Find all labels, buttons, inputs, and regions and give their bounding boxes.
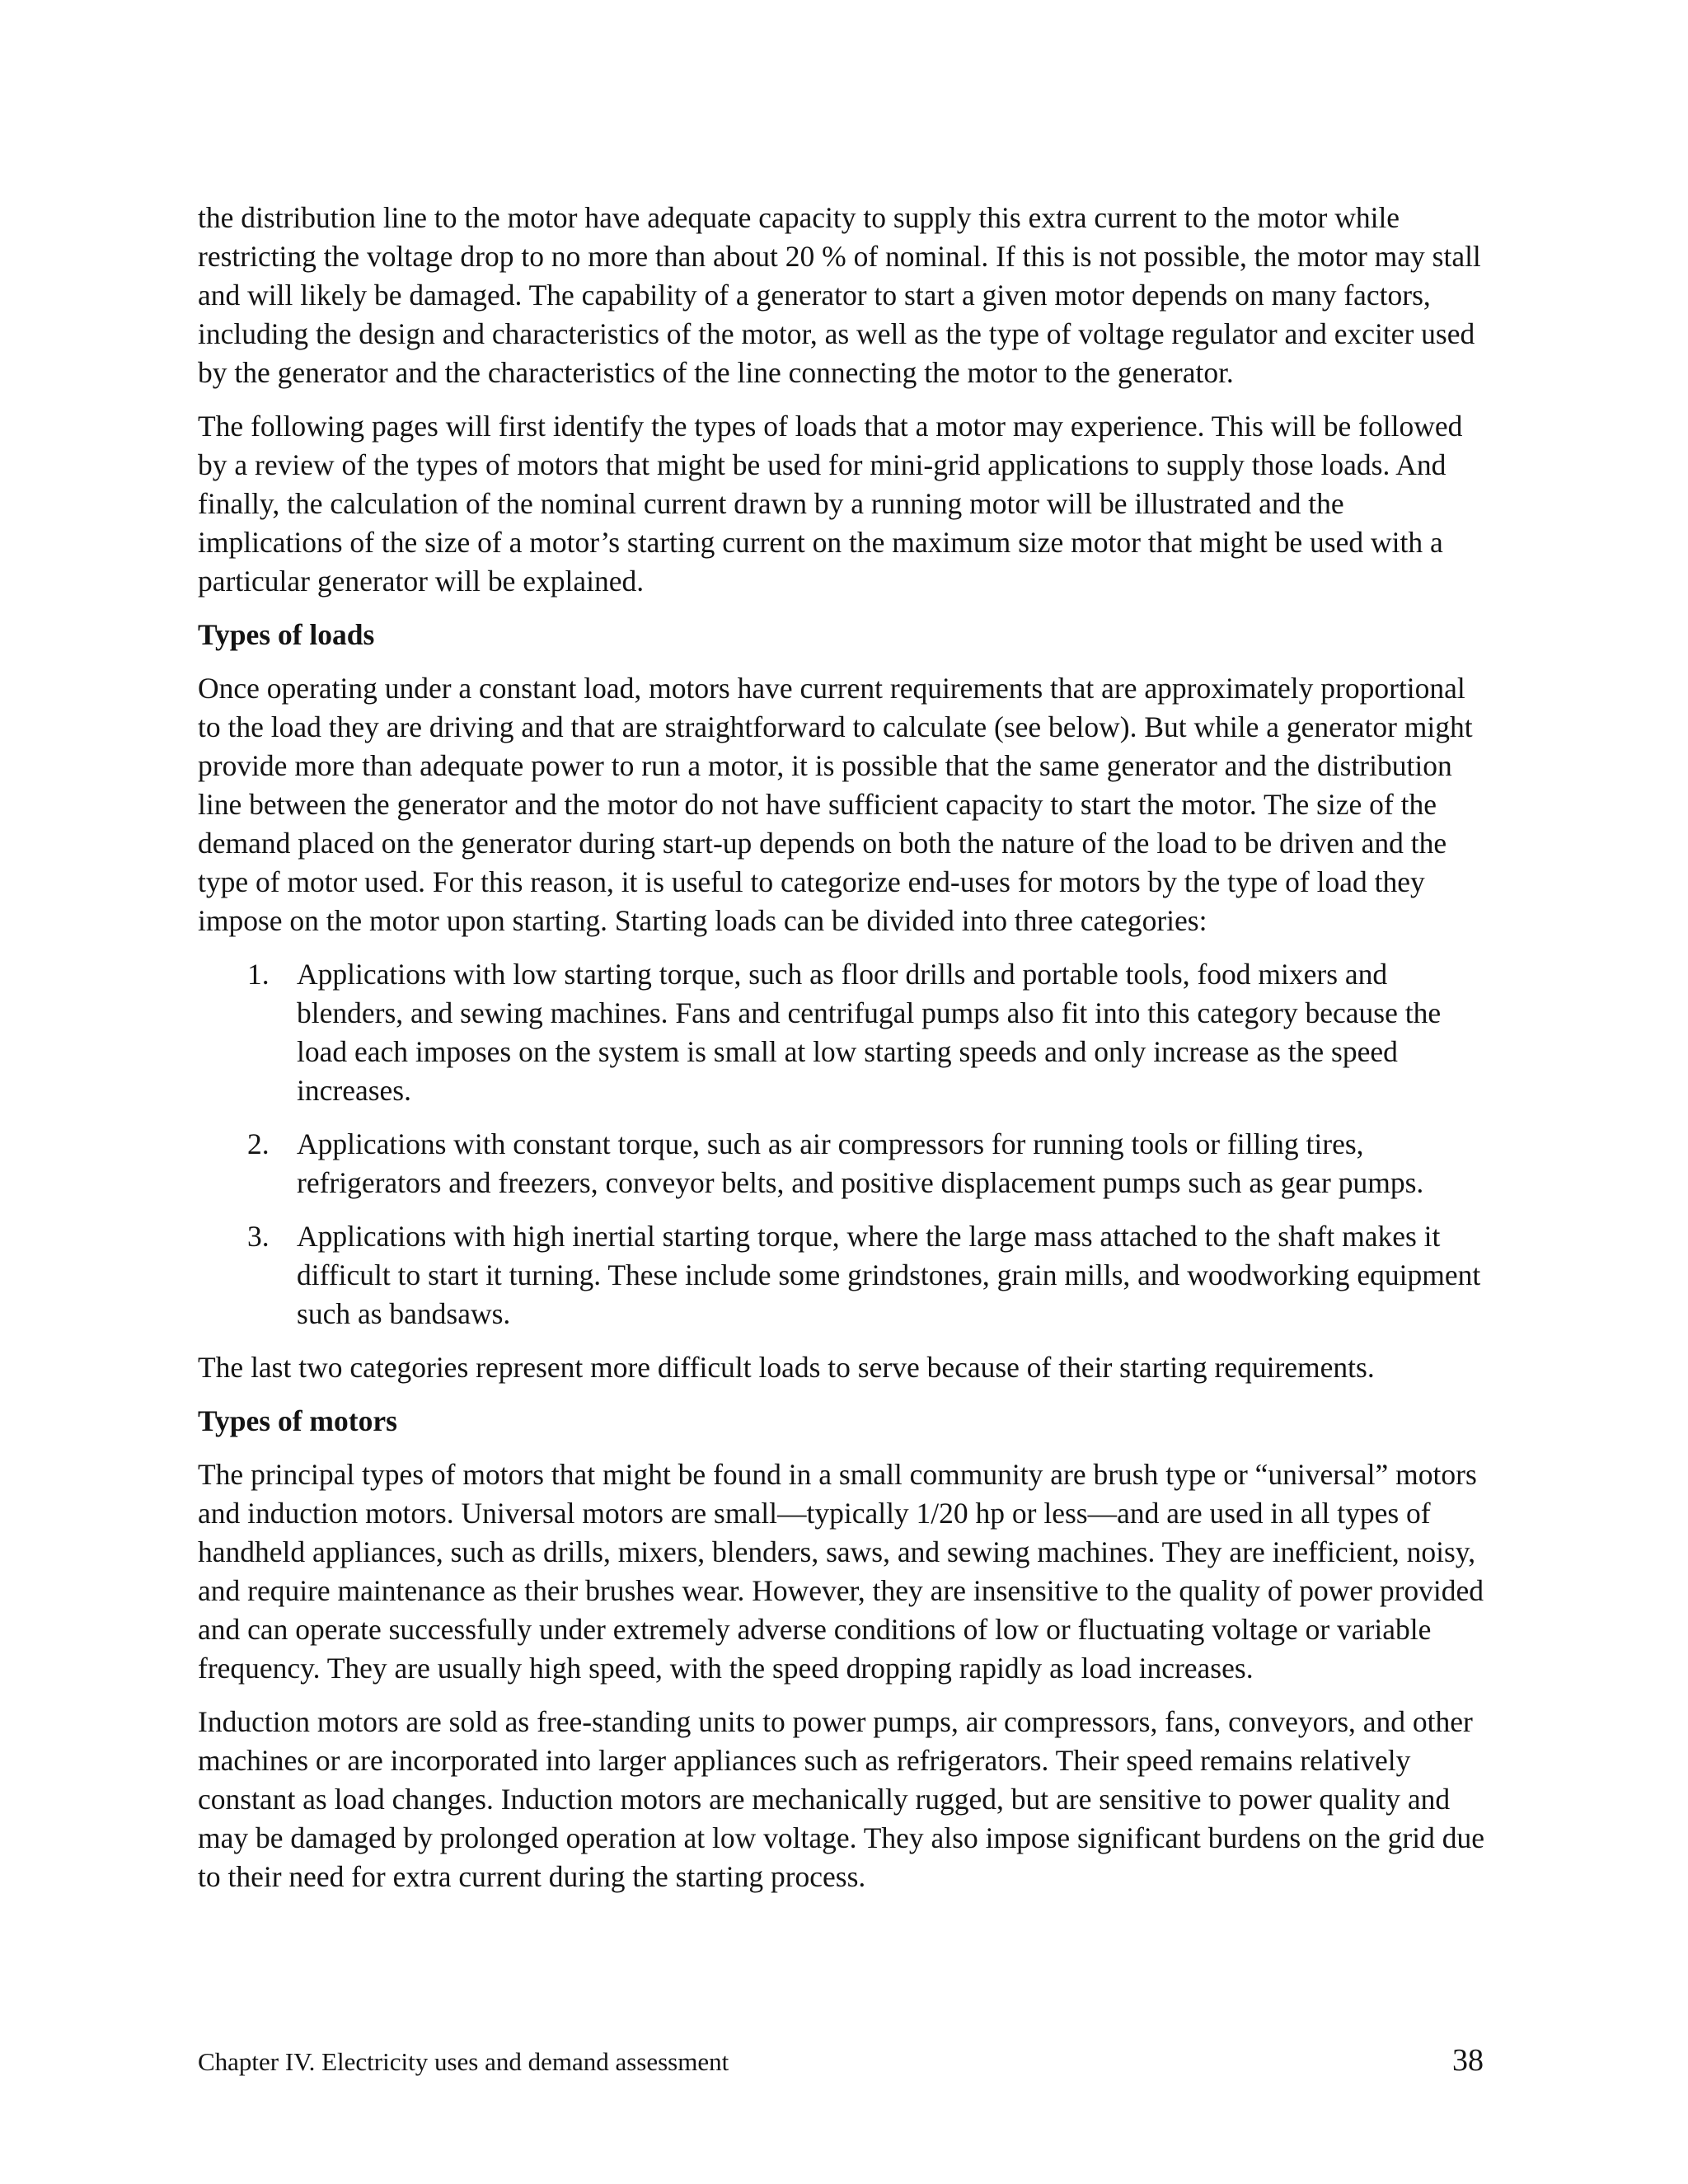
body-text: [198, 199, 1492, 1911]
paragraph-operating-loads: Once operating under a constant load, motors have current requirements that are approximately proportional to the load they are driving and that are straightforward to calculate (see below). But while a generator might provide more than adequate power to run a motor, it is possible that the same generator and the distribution line between the generator and the motor do not have sufficient capacity to start the motor. The size of the demand placed on the generator during start-up depends on both the nature of the load to be driven and the type of motor used. For this reason, it is useful to categorize end-uses for motors by the type of load they impose on the motor upon starting. Starting loads can be divided into three categories:: [198, 672, 1473, 937]
heading-types-of-motors: Types of motors: [198, 1404, 397, 1437]
list-item-text: Applications with high inertial starting torque, where the large mass attached to the shaft makes it difficult to start it turning. These include some grindstones, grain mills, and woodworking equipment such as bandsaws.: [297, 1220, 1481, 1330]
list-item: [198, 1125, 1492, 1202]
list-item-text: Applications with constant torque, such as air compressors for running tools or filling tires, refrigerators and freezers, conveyor belts, and positive displacement pumps such as gear pumps.: [297, 1127, 1424, 1199]
paragraph-difficult-loads: The last two categories represent more difficult loads to serve because of their starting requirements.: [198, 1351, 1375, 1384]
heading-types-of-loads: Types of loads: [198, 618, 375, 651]
list-item-number: 2.: [247, 1127, 270, 1160]
paragraph-section-overview: The following pages will first identify the types of loads that a motor may experience. This will be followed by a review of the types of motors that might be used for mini-grid applications to supply those loads. And finally, the calculation of the nominal current drawn by a running motor will be illustrated and the implications of the size of a motor’s starting current on the maximum size motor that might be used with a particular generator will be explained.: [198, 410, 1463, 598]
paragraph-induction-motors: Induction motors are sold as free-standing units to power pumps, air compressors, fans, conveyors, and other machines or are incorporated into larger appliances such as refrigerators. Their speed remains relatively constant as load changes. Induction motors are mechanically rugged, but are sensitive to power quality and may be damaged by prolonged operation at low voltage. They also impose significant burdens on the grid due to their need for extra current during the starting process.: [198, 1705, 1484, 1893]
list-item: [198, 955, 1492, 1110]
list-item-number: 1.: [247, 958, 270, 991]
paragraph-universal-motors: The principal types of motors that might be found in a small community are brush type or “universal” motors and induction motors. Universal motors are small—typically 1/20 hp or less—and are used in all types of handheld appliances, such as drills, mixers, blenders, saws, and sewing machines. They are inefficient, noisy, and require maintenance as their brushes wear. However, they are insensitive to the quality of power provided and can operate successfully under extremely adverse conditions of low or fluctuating voltage or variable frequency. They are usually high speed, with the speed dropping rapidly as load increases.: [198, 1458, 1484, 1685]
load-categories-list: [198, 955, 1492, 1333]
page-number: 38: [1452, 2043, 1484, 2078]
list-item-text: Applications with low starting torque, such as floor drills and portable tools, food mixers and blenders, and sewing machines. Fans and centrifugal pumps also fit into this category because the load each imposes on the system is small at low starting speeds and only increase as the speed increases.: [297, 958, 1442, 1107]
page-footer: [198, 2041, 1484, 2082]
paragraph-motor-starting-capacity: the distribution line to the motor have adequate capacity to supply this extra current to the motor while restricting the voltage drop to no more than about 20 % of nominal. If this is not possible, the motor may stall and will likely be damaged. The capability of a generator to start a given motor depends on many factors, including the design and characteristics of the motor, as well as the type of voltage regulator and exciter used by the generator and the characteristics of the line connecting the motor to the generator.: [198, 201, 1481, 389]
footer-chapter-title: Chapter IV. Electricity uses and demand assessment: [198, 2047, 729, 2076]
list-item-number: 3.: [247, 1220, 270, 1253]
list-item: [198, 1217, 1492, 1333]
